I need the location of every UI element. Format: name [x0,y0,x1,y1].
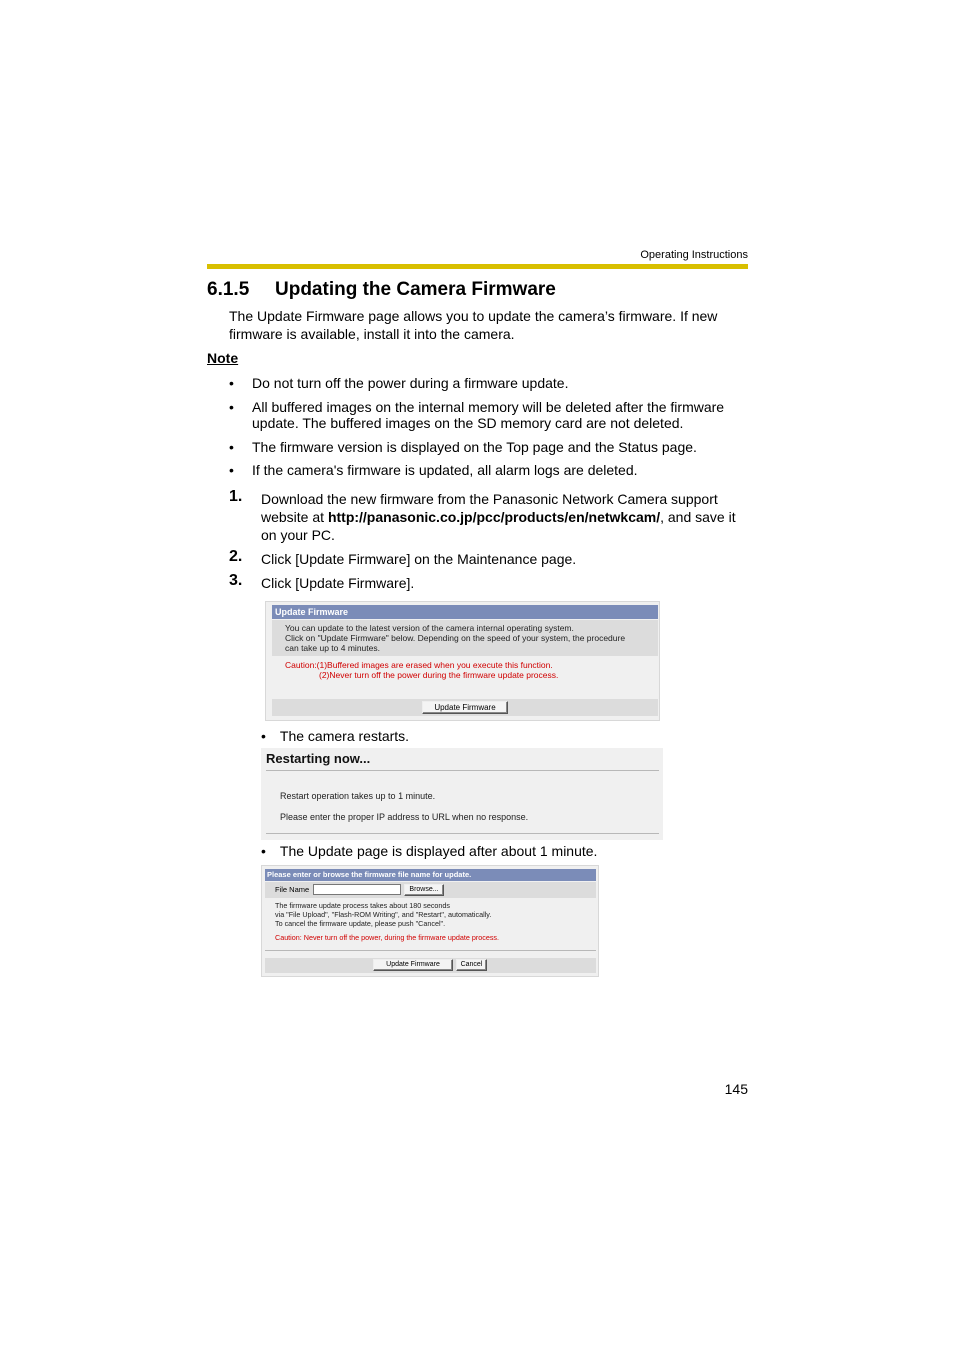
caution-text: Caution: Never turn off the power, during the firmware update process. [275,933,499,942]
note-item [229,439,749,455]
sub-bullet-item [261,728,409,744]
file-row [265,882,596,898]
sub-bullet-text: The camera restarts. [279,728,410,744]
screenshot-title: Please enter or browse the firmware file name for update. [265,869,596,881]
note-item [229,375,749,391]
screenshot-title: Update Firmware [272,605,658,619]
divider [266,770,659,771]
section-number: 6.1.5 [207,279,250,300]
intro-paragraph: The Update Firmware page allows you to update the camera’s firmware. If new firmware is available, install it into the camera. [229,308,718,342]
step-text: Click [Update Firmware]. [261,575,415,591]
description-line: You can update to the latest version of the camera internal operating system. [285,623,574,633]
sub-bullet-item [261,843,597,859]
note-item-text: If the camera's firmware is updated, all alarm logs are deleted. [252,462,638,478]
support-url: http://panasonic.co.jp/pcc/products/en/netwkcam/ [327,509,661,525]
update-firmware-screenshot [265,601,660,721]
note-item [229,399,749,431]
page-number: 145 [724,1081,748,1097]
section-title-text: Updating the Camera Firmware [275,279,556,300]
bullet: • [229,462,234,478]
caution-text: Caution:(1)Buffered images are erased when you execute this function. [285,660,553,670]
button-bar [265,958,596,973]
bullet: • [229,375,234,391]
update-description [275,901,491,928]
restart-info: Restart operation takes up to 1 minute. [280,791,436,801]
step-number: 2. [229,548,243,565]
step-number: 1. [229,488,243,505]
browse-button[interactable]: Browse... [404,884,444,896]
divider [265,950,596,951]
note-label: Note [207,350,239,366]
file-name-label: File Name [275,885,310,894]
bullet: • [261,843,266,859]
button-bar [272,699,658,716]
bullet: • [229,439,234,455]
update-firmware-button[interactable]: Update Firmware [422,701,508,714]
note-item-text: All buffered images on the internal memory will be deleted after the firmware update. The buffered images on the SD memory card are not deleted. [252,399,725,431]
step-text: Click [Update Firmware] on the Maintenance page. [261,551,577,567]
note-item [229,462,749,478]
step-text [261,490,749,544]
sub-bullet-text: The Update page is displayed after about 1 minute. [279,843,598,859]
description-line: can take up to 4 minutes. [285,643,380,653]
update-page-screenshot [261,865,599,977]
description-line: The firmware update process takes about 180 seconds [275,901,450,910]
divider [266,833,659,834]
running-header: Operating Instructions [640,249,748,261]
description-line: To cancel the firmware update, please push "Cancel". [275,919,446,928]
restarting-title: Restarting now... [266,751,371,766]
cancel-button[interactable]: Cancel [456,959,487,971]
restart-info: Please enter the proper IP address to URL when no response. [280,812,529,822]
bullet: • [229,399,234,415]
note-item-text: The firmware version is displayed on the Top page and the Status page. [252,439,697,455]
file-name-input[interactable] [313,884,401,895]
description-line: via "File Upload", "Flash-ROM Writing", and "Restart", automatically. [275,910,492,919]
screenshot-description [272,620,658,656]
update-firmware-button[interactable]: Update Firmware [373,959,453,971]
header-rule [207,264,748,269]
step-number: 3. [229,572,243,589]
restarting-screenshot [261,748,663,840]
note-item-text: Do not turn off the power during a firmware update. [252,375,569,391]
step-text-before: Download the new firmware from the Panasonic Network Camera support website at [261,491,718,525]
step-text-after: , and save it on your PC. [261,509,736,543]
description-line: Click on "Update Firmware" below. Depending on the speed of your system, the procedure [285,633,626,643]
caution-text: (2)Never turn off the power during the firmware update process. [319,670,559,680]
section-title [207,279,556,301]
bullet: • [261,728,266,744]
